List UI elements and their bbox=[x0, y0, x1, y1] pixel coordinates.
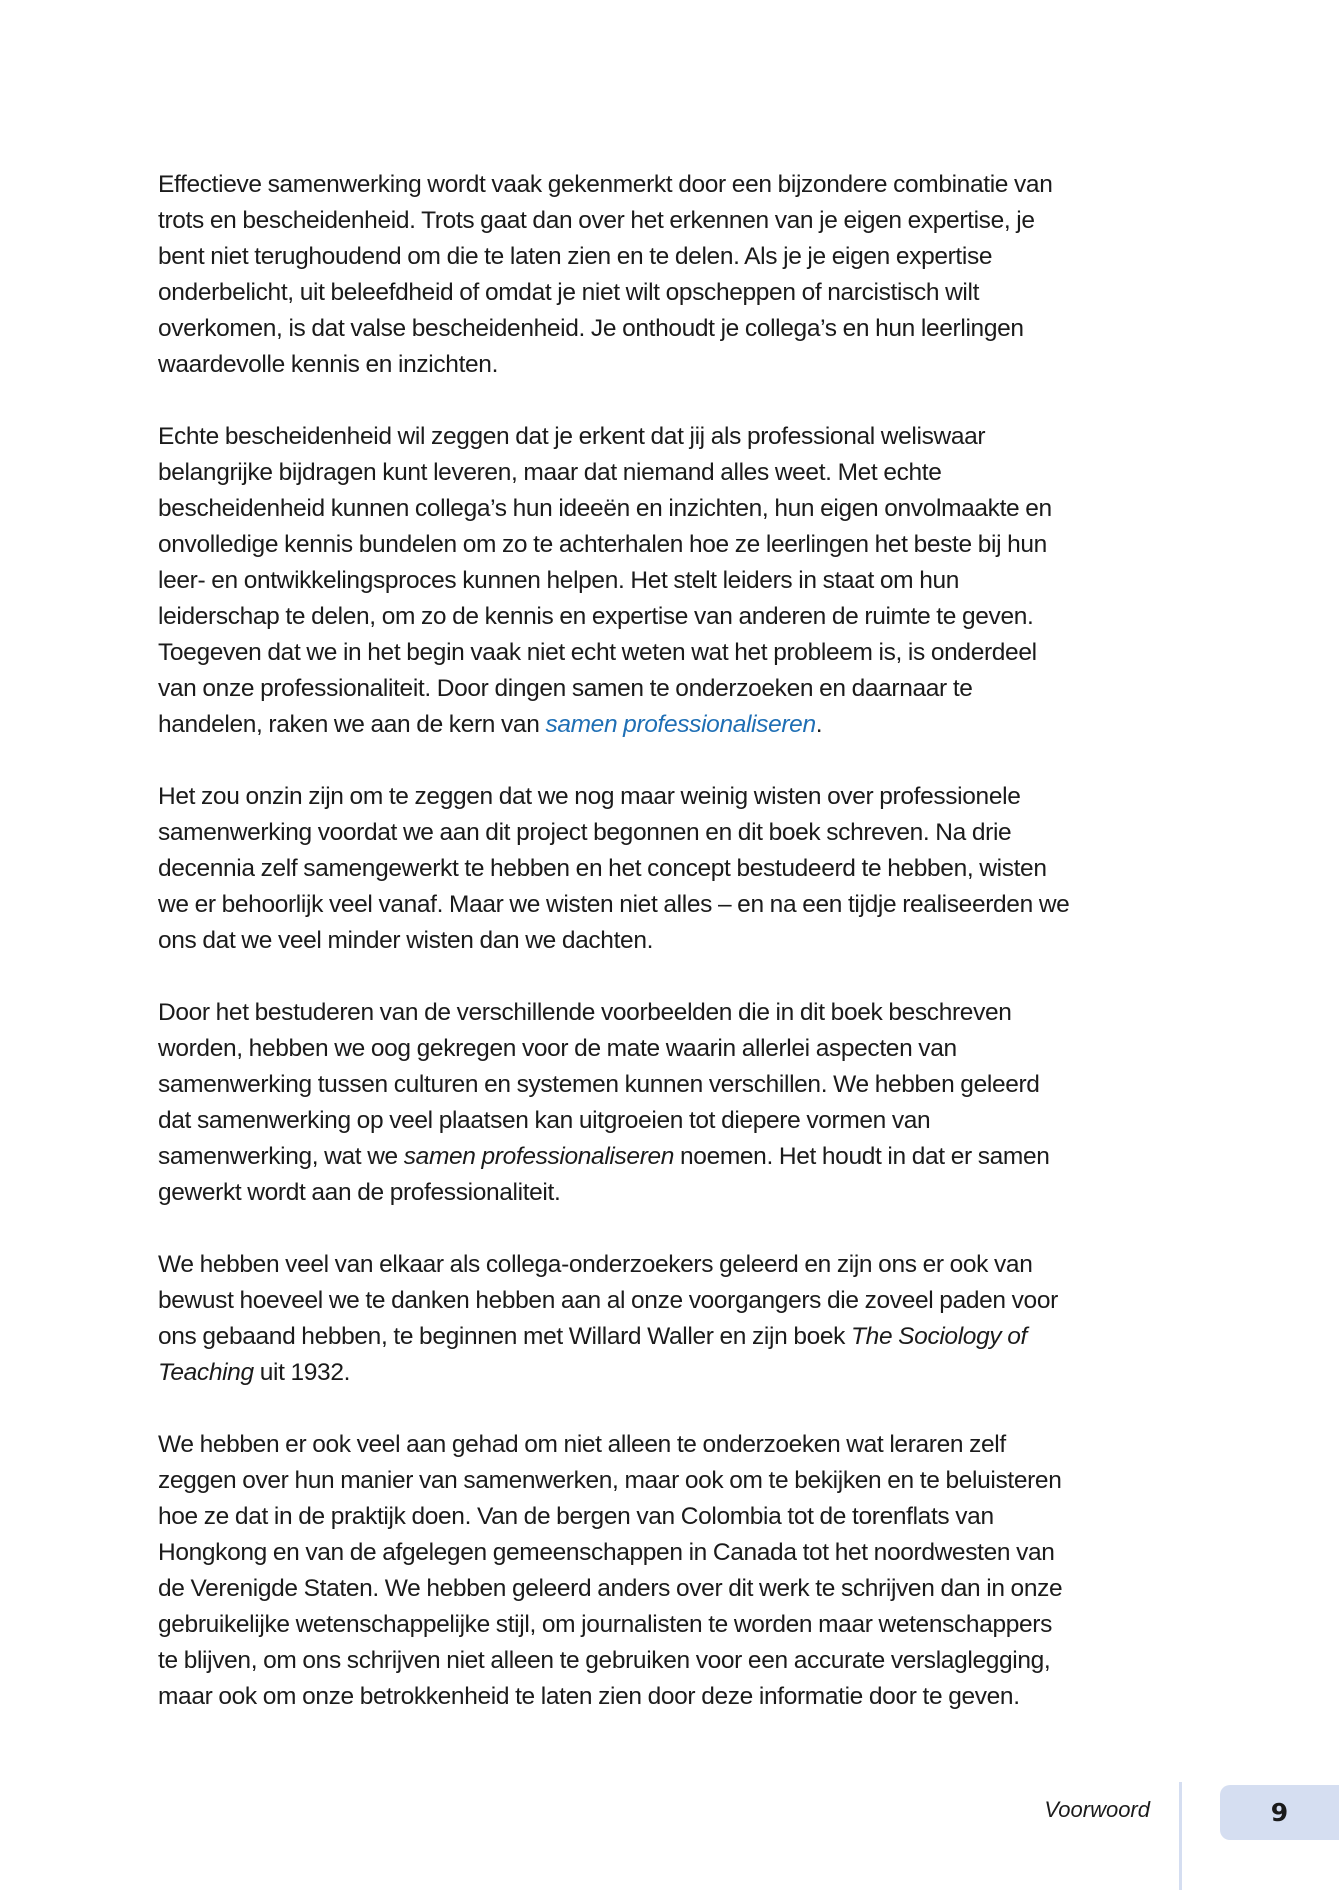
text-run: we er behoorlijk veel vanaf. Maar we wisten niet alles – en na een tijdje realiseerden we bbox=[158, 891, 1070, 918]
text-run: samenwerking, wat we bbox=[158, 1143, 404, 1170]
text-run: zeggen over hun manier van samenwerken, maar ook om te bekijken en te beluisteren bbox=[158, 1467, 1062, 1494]
text-run: waardevolle kennis en inzichten. bbox=[158, 351, 499, 378]
text-line bbox=[158, 599, 1188, 635]
text-run: handelen, raken we aan de kern van bbox=[158, 711, 546, 738]
text-line bbox=[158, 239, 1188, 275]
text-run: overkomen, is dat valse bescheidenheid. Je onthoudt je collega’s en hun leerlingen bbox=[158, 315, 1024, 342]
paragraph bbox=[158, 779, 1188, 959]
body-text bbox=[158, 167, 1188, 1751]
text-run: dat samenwerking op veel plaatsen kan uitgroeien tot diepere vormen van bbox=[158, 1107, 931, 1134]
text-line bbox=[158, 1355, 1188, 1391]
text-run: bewust hoeveel we te danken hebben aan al onze voorgangers die zoveel paden voor bbox=[158, 1287, 1058, 1314]
text-line bbox=[158, 563, 1188, 599]
text-line bbox=[158, 1031, 1188, 1067]
text-run: bescheidenheid kunnen collega’s hun ideeën en inzichten, hun eigen onvolmaakte en bbox=[158, 495, 1052, 522]
paragraph bbox=[158, 1427, 1188, 1715]
text-run: maar ook om onze betrokkenheid te laten zien door deze informatie door te geven. bbox=[158, 1683, 1020, 1710]
paragraph bbox=[158, 419, 1188, 743]
text-run: ons dat we veel minder wisten dan we dachten. bbox=[158, 927, 654, 954]
text-line bbox=[158, 527, 1188, 563]
text-run: belangrijke bijdragen kunt leveren, maar dat niemand alles weet. Met echte bbox=[158, 459, 942, 486]
text-run: We hebben er ook veel aan gehad om niet alleen te onderzoeken wat leraren zelf bbox=[158, 1431, 1006, 1458]
text-line bbox=[158, 1067, 1188, 1103]
paragraph bbox=[158, 167, 1188, 383]
text-line bbox=[158, 1247, 1188, 1283]
text-line bbox=[158, 1175, 1188, 1211]
text-run: Toegeven dat we in het begin vaak niet echt weten wat het probleem is, is onderdeel bbox=[158, 639, 1037, 666]
footer-divider bbox=[1179, 1782, 1182, 1890]
text-run: leer- en ontwikkelingsproces kunnen helpen. Het stelt leiders in staat om hun bbox=[158, 567, 960, 594]
text-line bbox=[158, 347, 1188, 383]
text-line bbox=[158, 491, 1188, 527]
text-run: bent niet terughoudend om die te laten zien en te delen. Als je je eigen expertise bbox=[158, 243, 993, 270]
text-line bbox=[158, 1427, 1188, 1463]
text-run: . bbox=[815, 711, 823, 738]
page-number-tab bbox=[1220, 1785, 1339, 1840]
text-line bbox=[158, 311, 1188, 347]
text-run: onvolledige kennis bundelen om zo te achterhalen hoe ze leerlingen het beste bij hun bbox=[158, 531, 1047, 558]
text-run: gewerkt wordt aan de professionaliteit. bbox=[158, 1179, 561, 1206]
text-run: decennia zelf samengewerkt te hebben en het concept bestudeerd te hebben, wisten bbox=[158, 855, 1047, 882]
text-line bbox=[158, 779, 1188, 815]
text-line bbox=[158, 1571, 1188, 1607]
text-run: leiderschap te delen, om zo de kennis en expertise van anderen de ruimte te geven. bbox=[158, 603, 1034, 630]
text-run: Echte bescheidenheid wil zeggen dat je erkent dat jij als professional weliswaar bbox=[158, 423, 986, 450]
text-line bbox=[158, 203, 1188, 239]
running-footer-section: Voorwoord bbox=[1044, 1797, 1150, 1822]
text-line bbox=[158, 1103, 1188, 1139]
text-line bbox=[158, 671, 1188, 707]
text-run: Door het bestuderen van de verschillende voorbeelden die in dit boek beschreven bbox=[158, 999, 1012, 1026]
text-run: samenwerking tussen culturen en systemen kunnen verschillen. We hebben geleerd bbox=[158, 1071, 1040, 1098]
text-line bbox=[158, 1499, 1188, 1535]
text-run: worden, hebben we oog gekregen voor de mate waarin allerlei aspecten van bbox=[158, 1035, 957, 1062]
text-line bbox=[158, 419, 1188, 455]
text-line bbox=[158, 815, 1188, 851]
text-run: te blijven, om ons schrijven niet alleen te gebruiken voor een accurate verslaglegging, bbox=[158, 1647, 1051, 1674]
text-line bbox=[158, 707, 1188, 743]
text-line bbox=[158, 1607, 1188, 1643]
italic-text: The Sociology of bbox=[851, 1323, 1027, 1350]
italic-text: Teaching bbox=[158, 1359, 254, 1386]
paragraph bbox=[158, 995, 1188, 1211]
text-run: trots en bescheidenheid. Trots gaat dan over het erkennen van je eigen expertise, je bbox=[158, 207, 1035, 234]
text-line bbox=[158, 635, 1188, 671]
text-line bbox=[158, 923, 1188, 959]
text-run: noemen. Het houdt in dat er samen bbox=[674, 1143, 1050, 1170]
text-run: Effectieve samenwerking wordt vaak gekenmerkt door een bijzondere combinatie van bbox=[158, 171, 1053, 198]
text-run: samenwerking voordat we aan dit project begonnen en dit boek schreven. Na drie bbox=[158, 819, 1012, 846]
text-run: onderbelicht, uit beleefdheid of omdat je niet wilt opscheppen of narcistisch wilt bbox=[158, 279, 980, 306]
text-run: uit 1932. bbox=[253, 1359, 351, 1386]
text-line bbox=[158, 1535, 1188, 1571]
text-line bbox=[158, 995, 1188, 1031]
text-line bbox=[158, 167, 1188, 203]
text-run: Hongkong en van de afgelegen gemeenschappen in Canada tot het noordwesten van bbox=[158, 1539, 1055, 1566]
paragraph bbox=[158, 1247, 1188, 1391]
text-line bbox=[158, 455, 1188, 491]
text-line bbox=[158, 275, 1188, 311]
text-line bbox=[158, 1283, 1188, 1319]
text-run: ons gebaand hebben, te beginnen met Willard Waller en zijn boek bbox=[158, 1323, 852, 1350]
text-line bbox=[158, 887, 1188, 923]
text-line bbox=[158, 1319, 1188, 1355]
italic-text: samen professionaliseren bbox=[403, 1143, 675, 1170]
text-run: hoe ze dat in de praktijk doen. Van de bergen van Colombia tot de torenflats van bbox=[158, 1503, 994, 1530]
text-run: van onze professionaliteit. Door dingen samen te onderzoeken en daarnaar te bbox=[158, 675, 973, 702]
text-run: Het zou onzin zijn om te zeggen dat we nog maar weinig wisten over professionele bbox=[158, 783, 1021, 810]
text-line bbox=[158, 1463, 1188, 1499]
inline-link[interactable]: samen professionaliseren bbox=[545, 711, 816, 738]
text-run: de Verenigde Staten. We hebben geleerd anders over dit werk te schrijven dan in onze bbox=[158, 1575, 1063, 1602]
text-run: We hebben veel van elkaar als collega-onderzoekers geleerd en zijn ons er ook van bbox=[158, 1251, 1033, 1278]
text-line bbox=[158, 1679, 1188, 1715]
text-line bbox=[158, 1643, 1188, 1679]
text-line bbox=[158, 851, 1188, 887]
page-number: 9 bbox=[1270, 1798, 1289, 1827]
text-line bbox=[158, 1139, 1188, 1175]
text-run: gebruikelijke wetenschappelijke stijl, om journalisten te worden maar wetenschappers bbox=[158, 1611, 1052, 1638]
